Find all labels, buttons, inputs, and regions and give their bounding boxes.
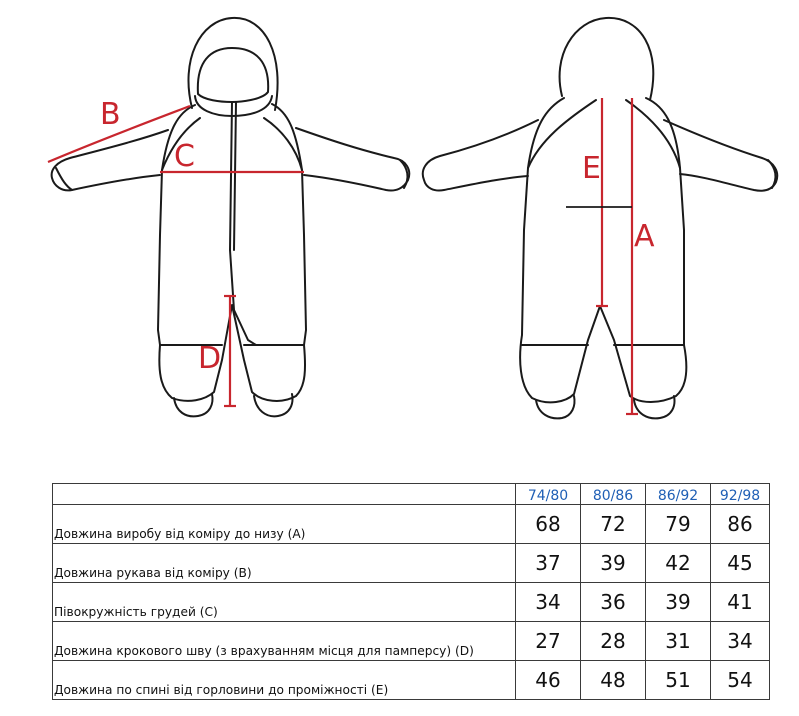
row-value: 46 <box>516 661 581 700</box>
table-row <box>53 583 770 622</box>
label-b: B <box>100 97 121 132</box>
row-label: Довжина крокового шву (з врахуванням місця для памперсу) (D) <box>53 622 516 661</box>
table-header-row <box>53 484 770 505</box>
size-chart-table <box>52 483 770 700</box>
row-value: 36 <box>581 583 646 622</box>
row-value: 31 <box>646 622 711 661</box>
row-value: 34 <box>711 622 770 661</box>
row-label: Довжина по спині від горловини до проміжності (Е) <box>53 661 516 700</box>
row-value: 27 <box>516 622 581 661</box>
row-label: Довжина рукава від коміру (В) <box>53 544 516 583</box>
row-value: 48 <box>581 661 646 700</box>
table-row <box>53 661 770 700</box>
row-value: 42 <box>646 544 711 583</box>
row-label: Довжина виробу від коміру до низу (А) <box>53 505 516 544</box>
table-row <box>53 544 770 583</box>
size-header: 80/86 <box>581 484 646 505</box>
back-view <box>423 18 777 418</box>
row-label: Півокружність грудей (С) <box>53 583 516 622</box>
row-value: 51 <box>646 661 711 700</box>
size-header: 86/92 <box>646 484 711 505</box>
row-value: 39 <box>646 583 711 622</box>
size-header: 92/98 <box>711 484 770 505</box>
label-e: E <box>582 151 601 186</box>
row-value: 39 <box>581 544 646 583</box>
row-value: 86 <box>711 505 770 544</box>
header-blank-cell <box>53 484 516 505</box>
row-value: 45 <box>711 544 770 583</box>
row-value: 68 <box>516 505 581 544</box>
row-value: 28 <box>581 622 646 661</box>
label-d: D <box>198 341 222 376</box>
row-value: 72 <box>581 505 646 544</box>
row-value: 41 <box>711 583 770 622</box>
row-value: 79 <box>646 505 711 544</box>
row-value: 54 <box>711 661 770 700</box>
row-value: 34 <box>516 583 581 622</box>
label-a: A <box>634 219 655 254</box>
table-row <box>53 622 770 661</box>
row-value: 37 <box>516 544 581 583</box>
back-measurements <box>596 98 638 414</box>
size-header: 74/80 <box>516 484 581 505</box>
label-c: C <box>174 139 195 174</box>
table-row <box>53 505 770 544</box>
